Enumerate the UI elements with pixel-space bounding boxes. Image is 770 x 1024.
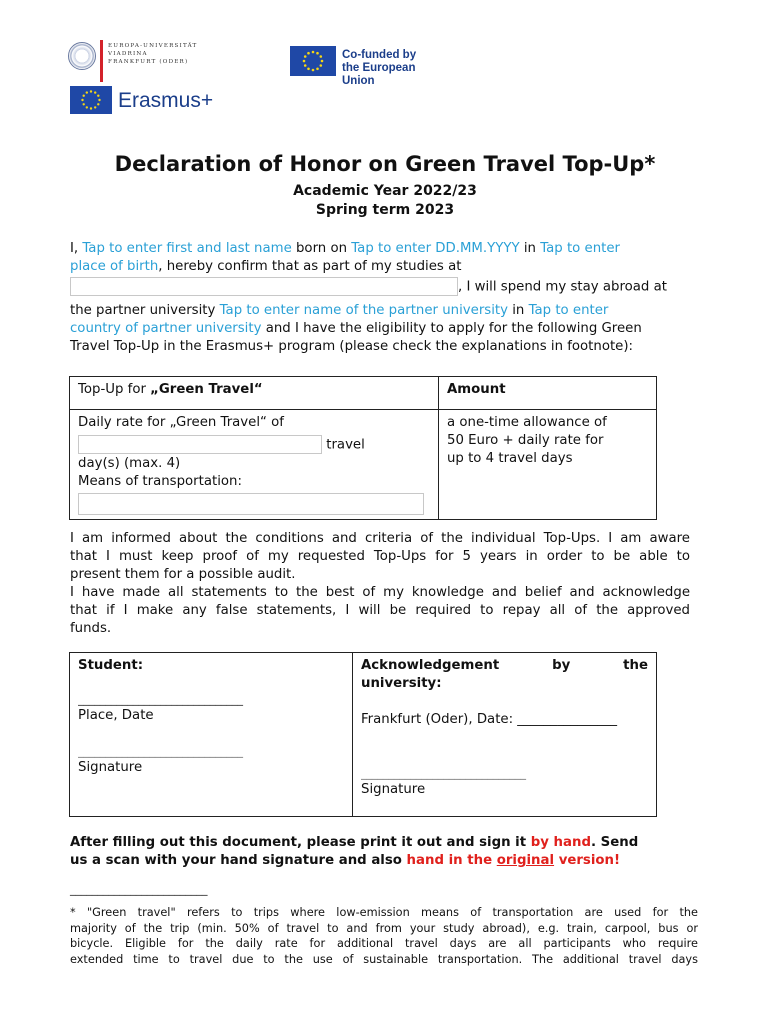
eu-flag-icon (290, 46, 336, 76)
birthdate-field[interactable]: Tap to enter DD.MM.YYYY (351, 241, 520, 256)
birthplace-field[interactable]: Tap to enter (540, 241, 620, 256)
info-line-3: present them for a possible audit. (70, 567, 296, 582)
cofunded-line2: the European Union (342, 62, 416, 87)
ack-line-1: Acknowledgement by the (361, 658, 648, 673)
university-name: EUROPA-UNIVERSITÄT VIADRINA FRANKFURT (ODER) (108, 43, 198, 65)
academic-year: Academic Year 2022/23 (293, 183, 477, 199)
intro-line-6: Travel Top-Up in the Erasmus+ program (please check the explanations in footnote): (70, 339, 634, 354)
university-signature-label: Signature (361, 782, 426, 797)
country-field-cont[interactable]: country of partner university (70, 321, 262, 336)
ack-line-2: university: (361, 676, 442, 691)
term: Spring term 2023 (315, 202, 455, 218)
info-line-6: funds. (70, 621, 112, 636)
info-line-5: that if I make any false statements, I will be required to repay all of the approved (70, 603, 690, 618)
university-signature-line[interactable]: ______________________________ (361, 767, 526, 780)
footnote-rule: _________________________ (70, 883, 208, 896)
university-cell (353, 653, 657, 817)
university-seal-icon (68, 42, 96, 70)
university-logo (68, 40, 198, 82)
student-signature-label: Signature (78, 760, 143, 775)
eu-flag-icon (70, 86, 112, 114)
daily-rate-cell (70, 410, 439, 520)
student-label: Student: (78, 658, 144, 673)
travel-label: travel (326, 437, 365, 453)
amount-header: Amount (439, 377, 657, 410)
means-label: Means of transportation: (78, 473, 242, 489)
signature-table (69, 652, 657, 817)
student-cell (70, 653, 353, 817)
footnote-line-4: extended time to travel due to the use of sustainable transportation. The additional travel days (70, 952, 698, 966)
daily-rate-label: Daily rate for „Green Travel“ of (78, 415, 284, 430)
student-signature-line[interactable]: ______________________________ (78, 745, 243, 758)
intro-line-3: , I will spend my stay abroad at (70, 277, 690, 297)
logo-divider (100, 40, 103, 82)
info-line-4: I have made all statements to the best of my knowledge and belief and acknowledge (70, 585, 690, 600)
birthplace-field-cont[interactable]: place of birth (70, 259, 159, 274)
erasmus-logo (70, 86, 230, 114)
intro-line-4: the partner university Tap to enter name of the partner university in Tap to enter (70, 303, 609, 318)
name-field[interactable]: Tap to enter first and last name (82, 241, 292, 256)
amount-cell: a one-time allowance of 50 Euro + daily rate for up to 4 travel days (439, 410, 657, 520)
erasmus-label: Erasmus+ (118, 89, 214, 112)
place-date-line[interactable]: ______________________________ (78, 693, 243, 706)
days-max-label: day(s) (max. 4) (78, 455, 181, 471)
footnote-line-2: majority of the trip (min. 50% of travel to and from your study abroad), e.g. train, carpool, bus or (70, 921, 698, 935)
travel-days-field[interactable] (78, 435, 322, 454)
frankfurt-date[interactable]: Frankfurt (Oder), Date: _______________ (361, 712, 618, 727)
transport-means-field[interactable] (78, 493, 424, 515)
place-date-label: Place, Date (78, 708, 154, 723)
country-field[interactable]: Tap to enter (528, 303, 609, 318)
intro-line-2: place of birth, hereby confirm that as part of my studies at (70, 259, 462, 274)
topup-header-cell: Top-Up for „Green Travel“ (70, 377, 439, 410)
cofunded-eu-logo (290, 46, 450, 87)
info-line-2: that I must keep proof of my requested Top-Ups for 5 years in order to be able to (70, 549, 690, 564)
intro-line-5: country of partner university and I have the eligibility to apply for the following Green (70, 321, 642, 336)
partner-university-field[interactable]: Tap to enter name of the partner university (219, 303, 509, 318)
footnote-line-3: bicycle. Eligible for the daily rate for additional travel days are all participants who require (70, 937, 698, 950)
home-university-field[interactable] (70, 277, 458, 296)
intro-line-1: I, Tap to enter first and last name born on Tap to enter DD.MM.YYYY in Tap to enter (70, 241, 620, 256)
notice-line-1: After filling out this document, please print it out and sign it by hand. Send (70, 835, 639, 850)
topup-table (69, 376, 657, 520)
footnote-line-1: * "Green travel" refers to trips where low-emission means of transportation are used for the (70, 906, 698, 919)
cofunded-line1: Co-funded by (342, 49, 417, 61)
page-title: Declaration of Honor on Green Travel Top-Up* (114, 152, 656, 176)
info-line-1: I am informed about the conditions and criteria of the individual Top-Ups. I am aware (70, 531, 690, 546)
notice-line-2: us a scan with your hand signature and also hand in the original version! (70, 853, 621, 868)
